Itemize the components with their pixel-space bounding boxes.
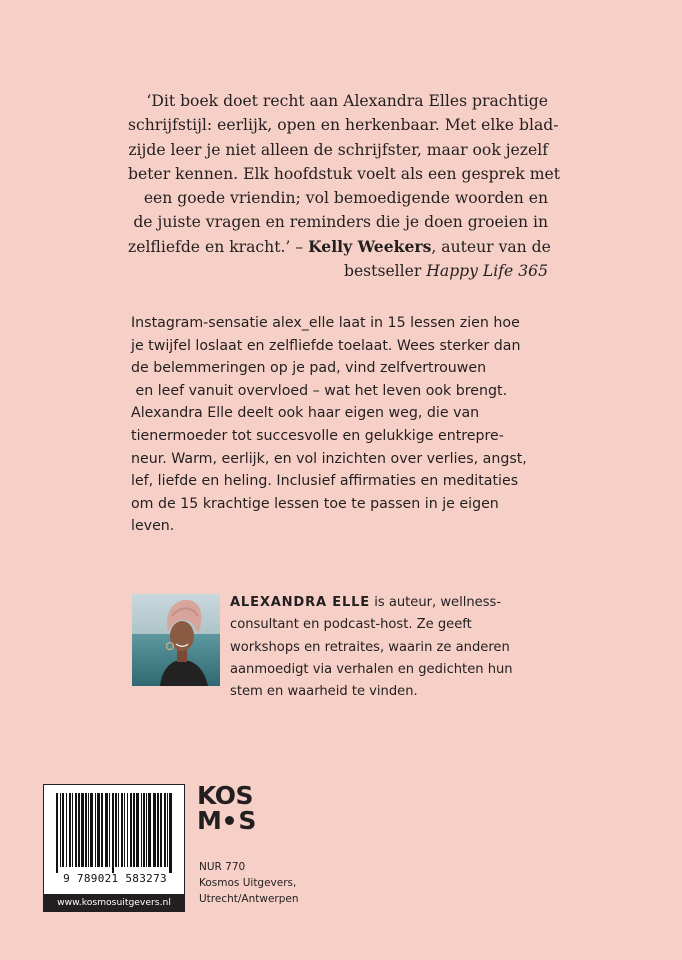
blurb-line: leven. <box>131 518 175 535</box>
blurb-line: tienermoeder tot succesvolle en gelukkige entrepre- <box>131 427 504 444</box>
blurb-line: om de 15 krachtige lessen toe te passen in je eigen <box>131 495 499 512</box>
barcode-bar <box>160 793 162 867</box>
quote-line: schrijfstijl: eerlijk, open en herkenbaar. Met elke blad- <box>128 116 559 135</box>
barcode-bar <box>143 793 145 867</box>
barcode-bars <box>44 785 184 875</box>
barcode-bar <box>85 793 87 867</box>
barcode-bar <box>141 793 142 867</box>
barcode-bar <box>124 793 125 867</box>
bio-text: is auteur, wellness- <box>370 595 502 610</box>
bio-line: workshops en retraites, waarin ze anderen <box>230 639 510 655</box>
quote-line: zijde leer je niet alleen de schrijfster, maar ook jezelf <box>128 140 548 159</box>
endorsement-quote <box>128 89 561 283</box>
logo-line-2 <box>197 808 256 833</box>
barcode-bar <box>78 793 80 867</box>
bestseller-label: bestseller <box>343 262 427 281</box>
bio-line: stem en waarheid te vinden. <box>230 684 418 700</box>
endorser-role: , auteur van de <box>431 237 551 256</box>
bio-line <box>230 592 530 614</box>
barcode-bar <box>133 793 135 867</box>
barcode-bar <box>81 793 84 867</box>
barcode-bar <box>127 793 128 867</box>
barcode-bar <box>60 793 61 867</box>
barcode-bar <box>121 793 123 867</box>
isbn-digits: 9 789021 583273 <box>63 872 167 885</box>
quote-line: de juiste vragen en reminders die je doen groeien in <box>133 213 548 232</box>
barcode-bar <box>62 793 64 867</box>
isbn-barcode <box>43 784 185 912</box>
blurb-line: neur. Warm, eerlijk, en vol inzichten over verlies, angst, <box>131 450 527 467</box>
quote-line <box>128 235 551 259</box>
book-blurb <box>131 312 531 538</box>
imprint-info <box>199 859 299 907</box>
barcode-bar <box>118 793 119 867</box>
quote-text: zelfliefde en kracht.’ – <box>128 237 309 256</box>
blurb-line: Alexandra Elle deelt ook haar eigen weg, die van <box>131 405 480 422</box>
logo-letter: M <box>197 806 222 835</box>
quote-line <box>128 259 548 283</box>
barcode-bar <box>101 793 103 867</box>
blurb-line: de belemmeringen op je pad, vind zelfvertrouwen <box>131 360 487 377</box>
publisher-url: www.kosmosuitgevers.nl <box>44 894 184 911</box>
publisher-name: Kosmos Uitgevers, <box>199 877 297 889</box>
quote-line: beter kennen. Elk hoofdstuk voelt als een gesprek met <box>128 164 561 183</box>
barcode-bar <box>146 793 147 867</box>
logo-dot-icon <box>225 816 234 825</box>
barcode-bar <box>66 793 67 867</box>
barcode-bar <box>169 793 172 873</box>
blurb-line: Instagram-sensatie alex_elle laat in 15 lessen zien hoe <box>131 315 520 331</box>
logo-letter: S <box>238 806 256 835</box>
barcode-bar <box>136 793 139 867</box>
publisher-city: Utrecht/Antwerpen <box>199 893 299 905</box>
blurb-line: je twijfel loslaat en zelfliefde toelaat. Wees sterker dan <box>131 337 521 354</box>
blurb-line: en leef vanuit overvloed – wat het leven ook brengt. <box>131 382 508 399</box>
barcode-bar <box>167 793 168 867</box>
quote-line: ‘Dit boek doet recht aan Alexandra Elles prachtige <box>146 92 548 110</box>
endorser-book-title: Happy Life 365 <box>426 262 548 281</box>
barcode-bar <box>130 793 132 867</box>
barcode-bar <box>72 793 73 867</box>
barcode-bar <box>69 793 71 867</box>
barcode-bar <box>115 793 117 867</box>
quote-line: een goede vriendin; vol bemoedigende woorden en <box>143 189 548 208</box>
barcode-bar <box>90 793 93 867</box>
barcode-bar <box>148 793 151 867</box>
endorser-name: Kelly Weekers <box>308 236 432 256</box>
author-portrait-image <box>132 594 220 686</box>
author-name: ALEXANDRA ELLE <box>230 595 371 610</box>
barcode-bar <box>97 793 100 867</box>
barcode-bar <box>95 793 96 867</box>
bio-line: aanmoedigt via verhalen en gedichten hun <box>230 661 513 677</box>
barcode-bar <box>56 793 58 873</box>
author-bio <box>230 592 530 703</box>
barcode-bar <box>153 793 156 867</box>
nur-code: NUR 770 <box>199 861 246 873</box>
blurb-line: lef, liefde en heling. Inclusief affirmaties en meditaties <box>131 473 519 490</box>
barcode-bar <box>112 793 114 873</box>
bio-line: consultant en podcast-host. Ze geeft <box>230 617 472 633</box>
author-photo <box>132 594 220 686</box>
logo-line-1: KOS <box>197 781 254 810</box>
kosmos-logo <box>197 783 256 833</box>
barcode-bar <box>88 793 89 867</box>
barcode-bar <box>109 793 110 867</box>
barcode-bar <box>105 793 108 867</box>
barcode-bar <box>75 793 77 867</box>
barcode-bar <box>157 793 159 867</box>
barcode-bar <box>164 793 166 867</box>
